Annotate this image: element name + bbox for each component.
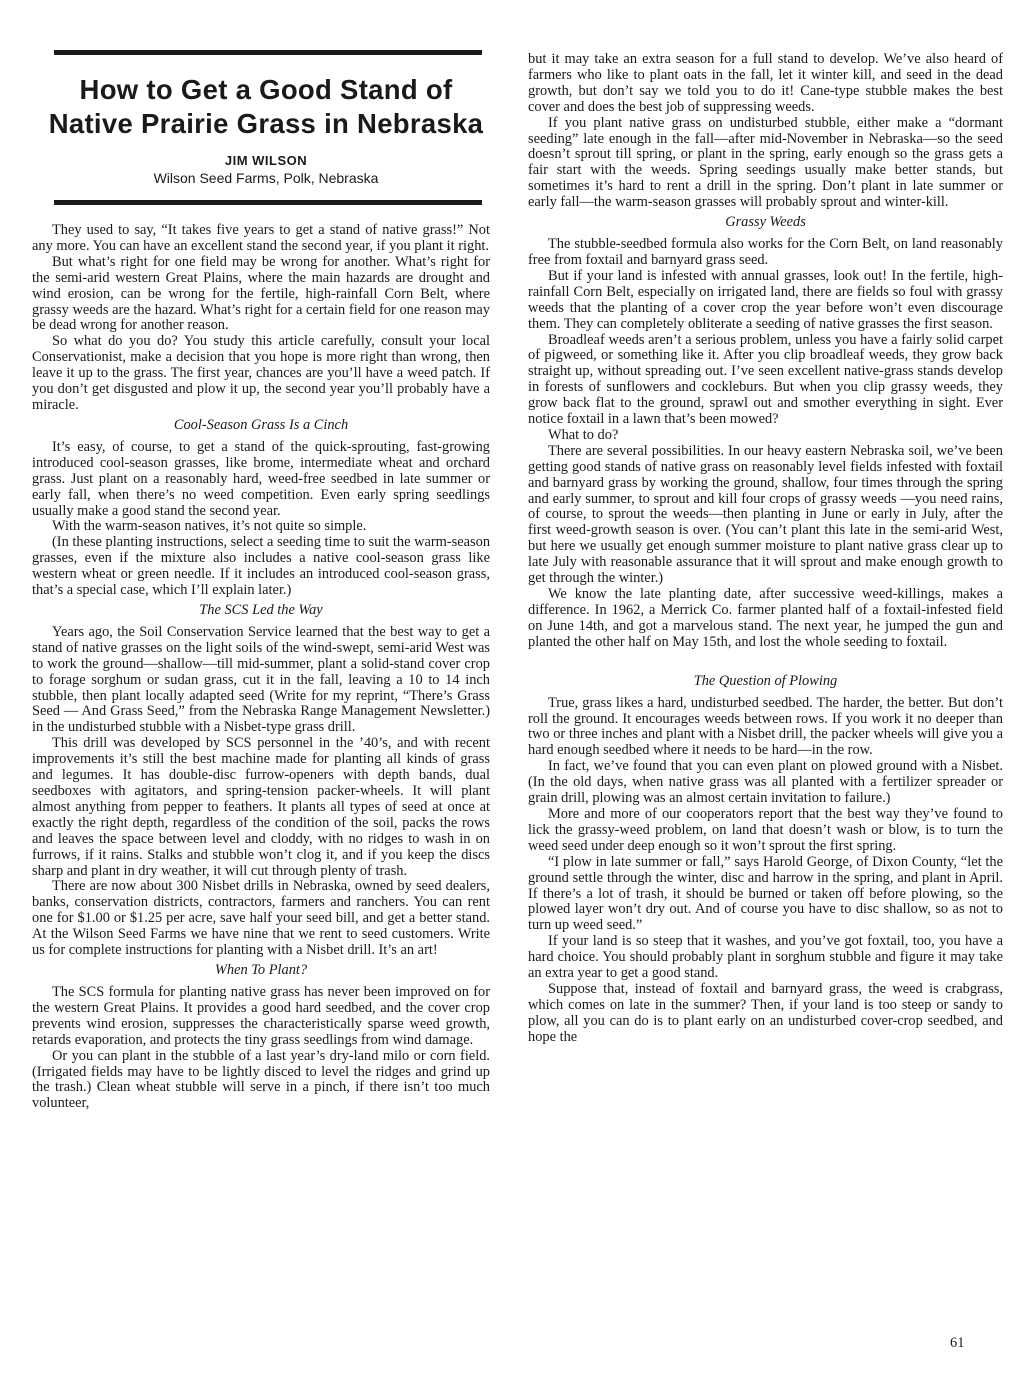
paragraph: If you plant native grass on undisturbed stubble, either make a “dormant seeding” late enough in the fall—after mid-November in Nebraska—so the seed doesn’t sprout till spring, or plant in the spring, early enough so the grass gets a fair start with the weeds. Spring seedings usually make better stands, but sometimes it’s hard to rent a drill in the spring. Don’t plant in late summer or early fall—the warm-season grasses will probably sprout and winter-kill.	[528, 114, 1003, 211]
title-line-1: How to Get a Good Stand of	[79, 74, 453, 105]
paragraph: But if your land is infested with annual grasses, look out! In the fertile, high-rainfall Corn Belt, especially on irrigated land, there are fields so foul with grassy weeds that the planting of a cover crop the year before won’t even discourage them. They can completely obliterate a seeding of native grasses the first season.	[528, 267, 1003, 332]
section-heading-when-to-plant: When To Plant?	[214, 961, 308, 978]
paragraph: Suppose that, instead of foxtail and barnyard grass, the weed is crabgrass, which comes on late in the summer? Then, if your land is too steep or sandy to plow, all you can do is to plant early on an undisturbed cover-crop seedbed, and hope the	[528, 980, 1003, 1045]
left-body	[32, 223, 490, 1112]
paragraph: They used to say, “It takes five years to get a stand of native grass!” Not any more. You can have an excellent stand the second year, if you plant it right.	[32, 222, 490, 254]
paragraph: So what do you do? You study this article carefully, consult your local Conservationist, make a decision that you hope is more right than wrong, then leave it up to the grass. The first year, chances are you’ll have a weed patch. If you don’t get disgusted and plow it up, the second year you’ll probably have a miracle.	[32, 333, 490, 413]
title-top-rule	[54, 50, 482, 55]
paragraph: If your land is so steep that it washes, and you’ve got foxtail, too, you have a hard choice. You should probably plant in sorghum stubble and figure it may take an extra year to get a good stand.	[528, 933, 1003, 982]
paragraph: But what’s right for one field may be wrong for another. What’s right for the semi-arid western Great Plains, where the main hazards are drought and wind erosion, can be wrong for the fertile, high-rainfall Corn Belt, where grassy weeds are the hazard. What’s right for a certain field for one reason may be dead wrong for another reason.	[32, 253, 490, 334]
paragraph: but it may take an extra season for a full stand to develop. We’ve also heard of farmers who like to plant oats in the fall, let it winter kill, and seed in the dead growth, but don’t say we told you to do it! Cane-type stubble makes the best cover and does the best job of suppressing weeds.	[528, 51, 1003, 115]
paragraph: It’s easy, of course, to get a stand of the quick-sprouting, fast-growing introduced cool-season grasses, like brome, intermediate wheat and orchard grass. Just plant on a reasonably hard, weed-free seedbed in late summer or early fall, when there’s no weed competition. Even early spring seedlings usually make a good stand the second year.	[32, 438, 490, 519]
author-name: JIM WILSON	[224, 153, 308, 168]
paragraph: True, grass likes a hard, undisturbed seedbed. The harder, the better. But don’t roll the ground. It encourages weeds between rows. If you work it no deeper than two or three inches and plant with a Nisbet drill, the packer wheels will give you a hard enough seedbed where it needs to be hard—in the row.	[528, 694, 1003, 759]
author-affiliation: Wilson Seed Farms, Polk, Nebraska	[153, 170, 379, 186]
title-block	[32, 50, 490, 205]
paragraph: In fact, we’ve found that you can even plant on plowed ground with a Nisbet. (In the old days, when native grass was all planted with a fertilizer spreader or grain drill, plowing was an almost certain invitation to failure.)	[528, 758, 1003, 807]
paragraph: More and more of our cooperators report that the best way they’ve found to lick the grassy-weed problem, on land that doesn’t wash or blow, is to turn the weed seed under deep enough so it won’t sprout the first spring.	[528, 805, 1003, 854]
paragraph: We know the late planting date, after successive weed-killings, makes a difference. In 1962, a Merrick Co. farmer planted half of a foxtail-infested field on June 14th, and got a marvelous stand. The next year, he jumped the gun and planted the other half on May 15th, and lost the whole seeding to foxtail.	[528, 586, 1003, 650]
right-body	[528, 52, 1003, 1046]
section-heading-grassy-weeds: Grassy Weeds	[725, 214, 806, 231]
paragraph: What to do?	[548, 426, 619, 443]
paragraph: The SCS formula for planting native grass has never been improved on for the western Great Plains. It provides a good hard seedbed, and the cover crop prevents wind erosion, suppresses the characteristically sparse weed growth, retards evaporation, and protects the tiny grass seedlings from wind damage.	[32, 983, 490, 1048]
paragraph: Years ago, the Soil Conservation Service learned that the best way to get a stand of native grasses on the light soils of the wind-swept, semi-arid West was to work the ground—shallow—till mid-summer, plant a solid-stand cover crop to forage sorghum or sudan grass, cut it in the fall, leaving a 10 to 14 inch stubble, then plant locally adapted seed (Write for my reprint, “There’s Grass Seed — And Grass Seed,” from the Nebraska Range Management Newsletter.) in the undisturbed stubble with a Nisbet-type grass drill.	[32, 623, 490, 736]
paragraph: (In these planting instructions, select a seeding time to suit the warm-season grasses, even if the mixture also includes a native cool-season grass like western wheat or green needle. If it includes an introduced cool-season grass, that’s a special case, which I’ll explain later.)	[32, 534, 491, 599]
title-bottom-rule	[54, 200, 482, 205]
paragraph: “I plow in late summer or fall,” says Harold George, of Dixon County, “let the ground settle through the winter, disc and harrow in the spring, and plant in April. If there’s a lot of trash, it should be burned or taken off before plowing, so the plowed layer won’t dry out. And of course you have to disc shallow, so as not to turn up weed seed.”	[528, 853, 1003, 934]
title-line-2: Native Prairie Grass in Nebraska	[48, 108, 484, 139]
paragraph: There are now about 300 Nisbet drills in Nebraska, owned by seed dealers, banks, conservation districts, contractors, farmers and ranchers. You can rent one for $1.00 or $1.25 per acre, save half your seed bill, and get a better stand. At the Wilson Seed Farms we have nine that we rent to seed customers. Write us for complete instructions for planting with a Nisbet drill. It’s an art!	[32, 878, 490, 959]
paragraph: With the warm-season natives, it’s not quite so simple.	[52, 518, 367, 535]
page-number: 61	[950, 1335, 965, 1351]
paragraph: There are several possibilities. In our heavy eastern Nebraska soil, we’ve been getting good stands of native grass on reasonably level fields infested with foxtail and barnyard grass by working the ground, shallow, four times through the spring and early summer, to sprout and kill four crops of grassy weeds —you need rains, of course, to sprout the weeds—then planting in June or early in July, after the first weed-growth season is over. (You can’t plant this late in the semi-arid West, but here we usually get enough summer moisture to plant native grass clear up to late July with reasonable assurance that it will sprout and make enough growth to get through the winter.)	[528, 442, 1003, 587]
paragraph: This drill was developed by SCS personnel in the ’40’s, and with recent improvements it’s still the best machine made for planting all kinds of grass and legumes. It has double-disc furrow-openers with depth bands, dual seedboxes with agitators, and spring-tension packer-wheels. It will plant almost anything from pepper to feathers. It plants all types of seed at once at exactly the right depth, regardless of the condition of the soil, packs the rows and leaves the space between level and cloddy, with no ridges to wash in on furrows, if it rains. Stalks and stubble won’t clog it, and if you keep the discs sharp and plant in dry weather, it will cut through plenty of trash.	[32, 735, 490, 879]
section-heading-scs: The SCS Led the Way	[199, 601, 323, 618]
article-title	[42, 73, 490, 141]
right-column	[528, 52, 1003, 1046]
left-column	[32, 50, 490, 1112]
paragraph: The stubble-seedbed formula also works for the Corn Belt, on land reasonably free from foxtail and barnyard grass seed.	[528, 236, 1003, 268]
paragraph: Or you can plant in the stubble of a last year’s dry-land milo or corn field. (Irrigated fields may have to be lightly disced to level the ridges and grind up the trash.) Clean wheat stubble will serve in a pinch, if there isn’t too much volunteer,	[32, 1047, 490, 1112]
section-heading-plowing: The Question of Plowing	[693, 672, 838, 689]
paragraph: Broadleaf weeds aren’t a serious problem, unless you have a fairly solid carpet of pigweed, or something like it. After you clip broadleaf weeds, they grow back straight up, without spreading out. I’ve seen excellent native-grass stands develop in forests of sunflowers and cockleburs. But when you clip grassy weeds, they grow back flat to the ground, sprawl out and smother everything in sight. Ever notice foxtail in a lawn that’s been mowed?	[528, 331, 1003, 428]
section-heading-cool-season: Cool-Season Grass Is a Cinch	[173, 416, 349, 433]
